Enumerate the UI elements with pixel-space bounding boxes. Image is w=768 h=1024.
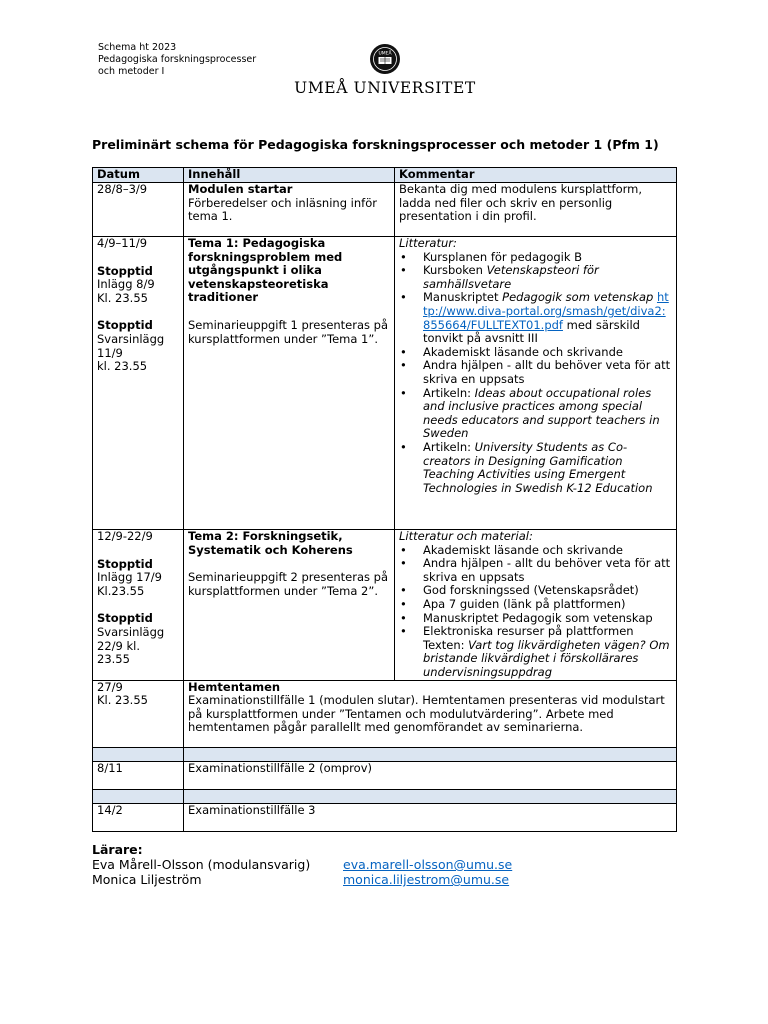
date-text: 12/9-22/9 <box>97 529 153 543</box>
seal-lettering: UMEÅ <box>378 51 392 57</box>
document-header <box>98 42 256 78</box>
column-header-kommentar: Kommentar <box>395 168 677 183</box>
header-line: Schema ht 2023 <box>98 42 177 53</box>
content-cell <box>184 183 395 237</box>
comment-cell <box>395 237 677 530</box>
teacher-row <box>92 857 512 872</box>
list-item: • Kursplanen för pedagogik B <box>399 251 672 265</box>
separator-row <box>93 789 677 803</box>
teachers-section <box>92 842 512 887</box>
date-cell: 8/11 <box>93 761 184 789</box>
content-title: Tema 2: Forskningsetik, Systematik och Koherens <box>188 529 353 557</box>
teacher-row <box>92 872 512 887</box>
deadline-text: Kl. 23.55 <box>97 290 148 305</box>
list-item: • Apa 7 guiden (länk på plattformen) <box>399 598 672 612</box>
deadline-label: Stopptid <box>97 611 153 626</box>
date-cell <box>93 237 184 530</box>
university-logo <box>290 42 480 100</box>
content-text: Seminarieuppgift 1 presenteras på kursplattformen under ”Tema 1”. <box>188 317 389 346</box>
diva-portal-link[interactable]: http://www.diva-portal.org/smash/get/diva2:855664/FULLTEXT01.pdf <box>423 290 669 332</box>
teacher-name: Monica Liljeström <box>92 872 202 887</box>
deadline-text: 22/9 kl. <box>97 638 140 653</box>
deadline-label: Stopptid <box>97 263 153 278</box>
content-cell: Examinationstillfälle 3 <box>184 803 677 831</box>
deadline-text: Svarsinlägg <box>97 331 165 346</box>
list-item: • Manuskriptet Pedagogik som vetenskap <box>399 612 672 626</box>
deadline-text: Inlägg 8/9 <box>97 277 155 292</box>
content-title: Modulen startar <box>188 182 293 196</box>
list-item: • Artikeln: University Students as Co-creators in Designing Gamification Teaching Activities using Emergent Technologies in Swedish K-12 Education <box>399 441 672 495</box>
date-cell <box>93 530 184 681</box>
table-row <box>93 803 677 831</box>
content-text: Examinationstillfälle 1 (modulen slutar). Hemtentamen presenteras vid modulstart på kursplattformen under ”Tentamen och modulutvärdering”. Arbete med hemtentamen pågår parallellt med genomförandet av seminarierna. <box>188 693 665 735</box>
date-cell <box>93 183 184 237</box>
content-cell <box>184 237 395 530</box>
content-text: Seminarieuppgift 2 presenteras på kursplattformen under ”Tema 2”. <box>188 570 389 598</box>
comment-cell <box>395 183 677 237</box>
comment-text: Bekanta dig med modulens kursplattform, ladda ned filer och skriv en personlig presentation i din profil. <box>399 182 643 224</box>
teacher-email-link[interactable]: monica.liljestrom@umu.se <box>343 872 510 887</box>
teachers-heading: Lärare: <box>92 842 143 857</box>
date-text: Kl. 23.55 <box>97 693 148 708</box>
list-item: • Elektroniska resurser på plattformen Texten: Vart tog likvärdigheten vägen? Om bristande likvärdighet i förskollärares undervisningsuppdrag <box>399 625 672 679</box>
comment-heading: Litteratur: <box>399 236 457 250</box>
deadline-text: Svarsinlägg <box>97 624 165 639</box>
list-item: • Manuskriptet Pedagogik som vetenskap http://www.diva-portal.org/smash/get/diva2:855664/FULLTEXT01.pdf med särskild tonvikt på avsnitt III <box>399 291 672 345</box>
header-line: Pedagogiska forskningsprocesser <box>98 54 257 65</box>
list-item: • Akademiskt läsande och skrivande <box>399 346 672 360</box>
page-title: Preliminärt schema för Pedagogiska forskningsprocesser och metoder 1 (Pfm 1) <box>92 137 659 152</box>
content-text: Förberedelser och inläsning inför tema 1. <box>188 195 377 224</box>
list-item: • Akademiskt läsande och skrivande <box>399 544 672 558</box>
literature-list <box>399 544 672 680</box>
deadline-text: kl. 23.55 <box>97 359 148 374</box>
deadline-text: 11/9 <box>97 345 123 360</box>
table-header-row <box>93 168 677 183</box>
date-text: 28/8–3/9 <box>97 182 148 196</box>
table-row <box>93 680 677 747</box>
table-row <box>93 761 677 789</box>
column-header-innehall: Innehåll <box>184 168 395 183</box>
list-item: • Artikeln: Ideas about occupational roles and inclusive practices among special needs educators and support teachers in Sweden <box>399 387 672 441</box>
list-item: • Kursboken Vetenskapsteori för samhällsvetare <box>399 264 672 291</box>
teacher-email-link[interactable]: eva.marell-olsson@umu.se <box>343 857 513 872</box>
content-title: Hemtentamen <box>188 679 281 694</box>
list-item: • Andra hjälpen - allt du behöver veta för att skriva en uppsats <box>399 359 672 386</box>
date-text: 27/9 <box>97 679 123 694</box>
literature-list <box>399 251 672 496</box>
date-text: 4/9–11/9 <box>97 236 148 250</box>
teacher-name: Eva Mårell-Olsson (modulansvarig) <box>92 857 311 872</box>
university-name: UMEÅ UNIVERSITET <box>294 79 476 97</box>
header-line: och metoder I <box>98 66 165 77</box>
deadline-text: Kl.23.55 <box>97 583 145 598</box>
university-seal-icon <box>362 42 408 78</box>
deadline-text: 23.55 <box>97 652 130 667</box>
table-row <box>93 183 677 237</box>
deadline-label: Stopptid <box>97 318 153 333</box>
content-title: Tema 1: Pedagogiska forskningsproblem med utgångspunkt i olika vetenskapsteoretiska traditioner <box>188 236 343 305</box>
comment-heading: Litteratur och material: <box>399 529 533 543</box>
table-row <box>93 530 677 681</box>
comment-cell <box>395 530 677 681</box>
schedule-table <box>92 167 677 832</box>
content-cell <box>184 680 677 747</box>
column-header-datum: Datum <box>93 168 184 183</box>
separator-row <box>93 747 677 761</box>
deadline-label: Stopptid <box>97 556 153 571</box>
content-cell: Examinationstillfälle 2 (omprov) <box>184 761 677 789</box>
list-item: • God forskningssed (Vetenskapsrådet) <box>399 584 672 598</box>
list-item: • Andra hjälpen - allt du behöver veta för att skriva en uppsats <box>399 557 672 584</box>
table-row <box>93 237 677 530</box>
date-cell: 14/2 <box>93 803 184 831</box>
deadline-text: Inlägg 17/9 <box>97 570 163 585</box>
date-cell <box>93 680 184 747</box>
content-cell <box>184 530 395 681</box>
